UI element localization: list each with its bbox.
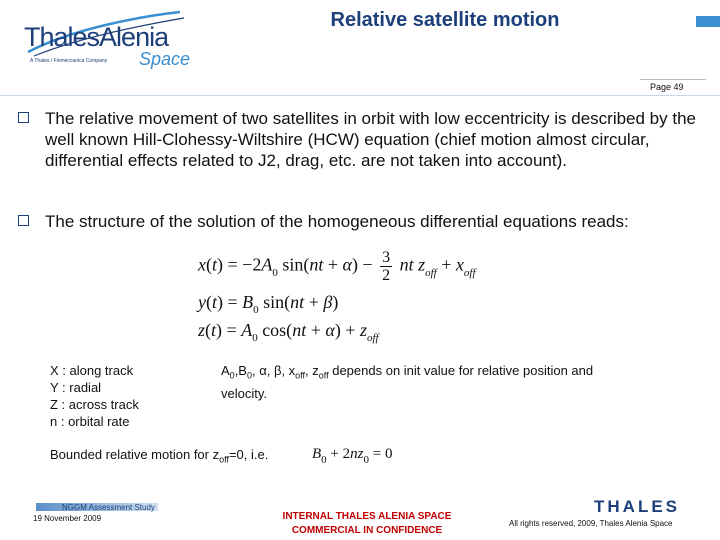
checkbox-bullet-icon <box>18 215 29 226</box>
equation-y: $y(t) = B_0$ sin(nt + β) <box>198 292 339 316</box>
page-number: Page 49 <box>650 82 684 92</box>
bullet-text: The relative movement of two satellites in orbit with low eccentricity is described by the well known Hill-Clohessy-Wiltshire (HCW) equation (chief motion almost circular, differential effects related to J2, drag, etc. are not taken into account). <box>45 109 696 170</box>
logo-name: ThalesAlenia <box>24 22 169 52</box>
bullet-item <box>18 211 708 232</box>
footer-study: NGGM Assessment Study <box>62 503 155 512</box>
bounded-equation: $B_0 + 2nz_0 = 0$ <box>312 446 393 466</box>
logo-subtitle: Space <box>139 49 191 69</box>
parameter-symbols: $A_0,B_0$, α, β, $x_{off}$, $z_{off}$ <box>221 363 329 381</box>
page-divider <box>640 79 706 80</box>
legend-item: Y : radial <box>50 380 102 395</box>
axis-legend <box>50 362 139 430</box>
parameter-note-text: depends on init value for relative position and velocity. <box>221 363 594 401</box>
equation-x: $x(t) = -2A_0$ sin(nt + α) − $\frac{3}{2}$ nt $z_{off} + x_{off}$ <box>198 249 476 284</box>
legend-item: n : orbital rate <box>50 414 130 429</box>
footer-rights: All rights reserved, 2009, Thales Alenia Space <box>509 519 673 528</box>
header-rule <box>0 95 720 96</box>
thales-logo: THALES <box>594 497 680 516</box>
footer-date: 19 November 2009 <box>33 514 102 523</box>
legend-item: X : along track <box>50 363 134 378</box>
logo-tagline: A Thales / Finmeccanica Company <box>30 58 108 64</box>
slide-title: Relative satellite motion <box>330 9 560 31</box>
bullet-text: The structure of the solution of the homogeneous differential equations reads: <box>45 212 629 231</box>
bounded-motion-text: Bounded relative motion for $z_{off}=0$, i.e. <box>50 447 269 465</box>
legend-item: Z : across track <box>50 397 139 412</box>
confidentiality-notice: INTERNAL THALES ALENIA SPACE COMMERCIAL IN CONFIDENCE <box>282 511 452 536</box>
company-logo <box>24 8 194 78</box>
equation-z: $z(t) = A_0$ $\cos(nt + \alpha) + z_{off}$ <box>198 320 379 344</box>
checkbox-bullet-icon <box>18 112 29 123</box>
parameter-note <box>221 362 641 402</box>
corner-accent <box>696 16 720 27</box>
bullet-item <box>18 108 708 171</box>
